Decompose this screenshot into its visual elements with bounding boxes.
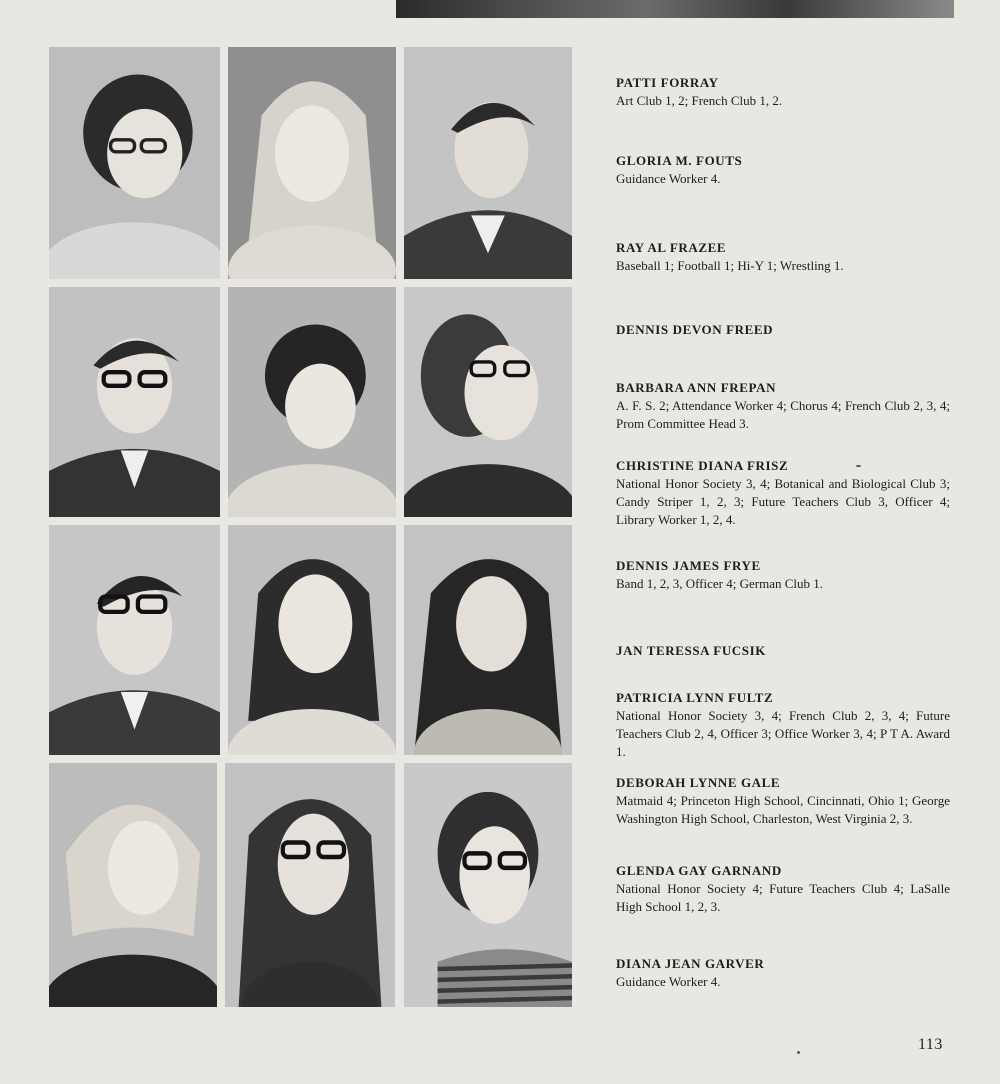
senior-entry [616, 557, 950, 593]
student-activities: Guidance Worker 4. [616, 974, 721, 989]
student-activities: Matmaid 4; Princeton High School, Cincinnati, Ohio 1; George Washington High School, Charleston, West Virginia 2, 3. [616, 793, 950, 826]
senior-entry [616, 862, 950, 916]
student-activities: National Honor Society 3, 4; Botanical and Biological Club 3; Candy Striper 1, 2, 3; Future Teachers Club 3, Officer 4; Library Worker 1, 2, 4. [616, 476, 950, 527]
student-name: PATRICIA LYNN FULTZ [616, 690, 774, 705]
page-number: 113 [918, 1036, 943, 1053]
portrait-photo [49, 763, 217, 1007]
portrait-photo [228, 47, 396, 279]
student-name: DEBORAH LYNNE GALE [616, 775, 781, 790]
student-activities: Guidance Worker 4. [616, 171, 721, 186]
portrait-photo [228, 287, 396, 517]
student-name: DENNIS DEVON FREED [616, 322, 774, 337]
senior-entry [616, 774, 950, 828]
student-name: DENNIS JAMES FRYE [616, 558, 761, 573]
portrait-photo [404, 763, 572, 1007]
senior-entry [616, 152, 950, 188]
student-activities: A. F. S. 2; Attendance Worker 4; Chorus 4; French Club 2, 3, 4; Prom Committee Head 3. [616, 398, 950, 431]
top-photo-strip [396, 0, 954, 18]
portrait-photo [228, 525, 396, 755]
senior-entry [616, 457, 950, 529]
senior-entry [616, 321, 950, 339]
student-name: GLORIA M. FOUTS [616, 153, 743, 168]
print-speck [856, 465, 861, 467]
student-name: BARBARA ANN FREPAN [616, 380, 777, 395]
senior-entry [616, 239, 950, 275]
senior-entry [616, 642, 950, 660]
student-activities: National Honor Society 4; Future Teachers Club 4; LaSalle High School 1, 2, 3. [616, 881, 950, 914]
portrait-photo [404, 47, 572, 279]
portrait-photo [49, 287, 220, 517]
portrait-photo [225, 763, 395, 1007]
portrait-photo [404, 287, 572, 517]
portrait-photo [49, 525, 220, 755]
senior-entry [616, 74, 950, 110]
student-name: GLENDA GAY GARNAND [616, 863, 782, 878]
student-name: CHRISTINE DIANA FRISZ [616, 458, 789, 473]
student-name: PATTI FORRAY [616, 75, 719, 90]
print-speck [797, 1051, 800, 1054]
student-activities: Art Club 1, 2; French Club 1, 2. [616, 93, 783, 108]
student-activities: Band 1, 2, 3, Officer 4; German Club 1. [616, 576, 823, 591]
senior-entry [616, 689, 950, 761]
student-name: RAY AL FRAZEE [616, 240, 727, 255]
senior-entry [616, 379, 950, 433]
senior-entry [616, 955, 950, 991]
student-name: DIANA JEAN GARVER [616, 956, 765, 971]
student-activities: National Honor Society 3, 4; French Club 2, 3, 4; Future Teachers Club 2, 4, Officer 3; Office Worker 3, 4; P T A. Award 1. [616, 708, 950, 759]
portrait-photo [49, 47, 220, 279]
portrait-photo [404, 525, 572, 755]
student-name: JAN TERESSA FUCSIK [616, 643, 766, 658]
student-activities: Baseball 1; Football 1; Hi-Y 1; Wrestling 1. [616, 258, 844, 273]
